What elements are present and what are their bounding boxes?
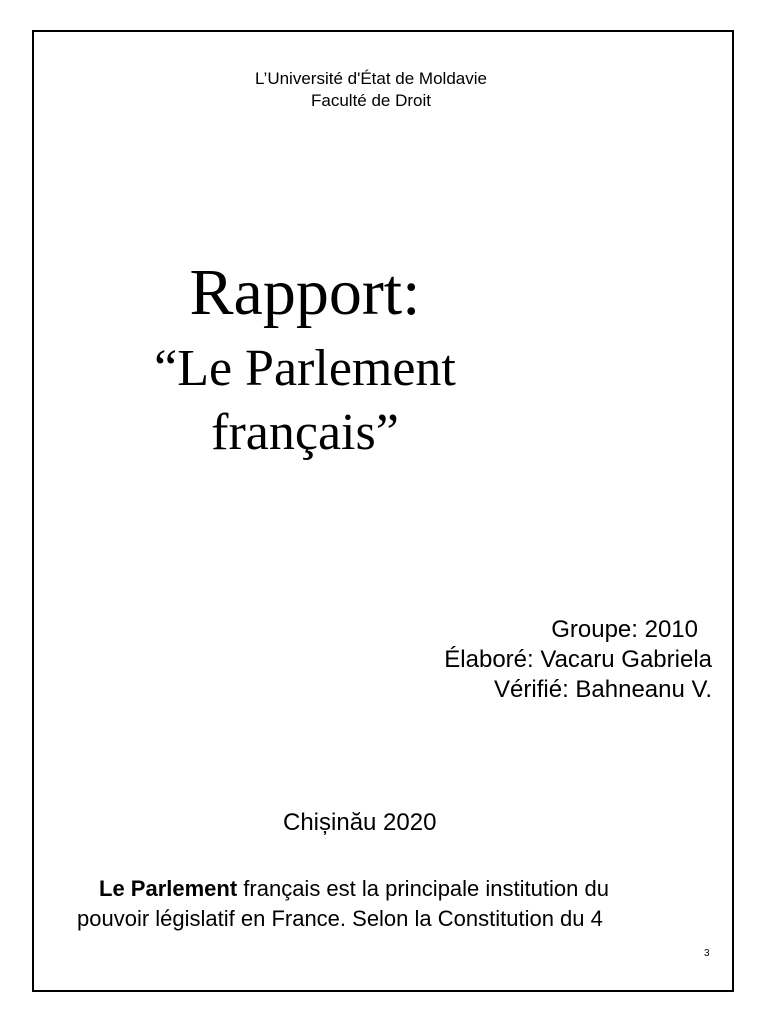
page-number: 3	[704, 948, 710, 959]
verifier-label: Vérifié: Bahneanu V.	[494, 676, 712, 703]
university-name: L’Université d'État de Moldavie	[255, 69, 487, 88]
report-subtitle	[0, 337, 610, 465]
report-metadata	[444, 615, 712, 705]
intro-line-2: pouvoir législatif en France. Selon la Constitution du 4	[77, 906, 603, 931]
report-title: Rapport:	[189, 256, 421, 329]
intro-bold-lead: Le Parlement	[99, 876, 238, 901]
group-label: Groupe: 2010	[551, 616, 698, 643]
page-border	[32, 30, 734, 992]
intro-line-1	[77, 874, 717, 904]
document-header	[0, 68, 742, 112]
city-year: Chișinău 2020	[283, 809, 437, 836]
intro-paragraph	[77, 874, 717, 934]
intro-line-1-rest: français est la principale institution du	[237, 876, 609, 901]
author-label: Élaboré: Vacaru Gabriela	[444, 646, 712, 673]
report-subtitle-line-2: français”	[211, 404, 399, 461]
faculty-name: Faculté de Droit	[311, 91, 431, 110]
report-subtitle-line-1: “Le Parlement	[154, 340, 456, 397]
